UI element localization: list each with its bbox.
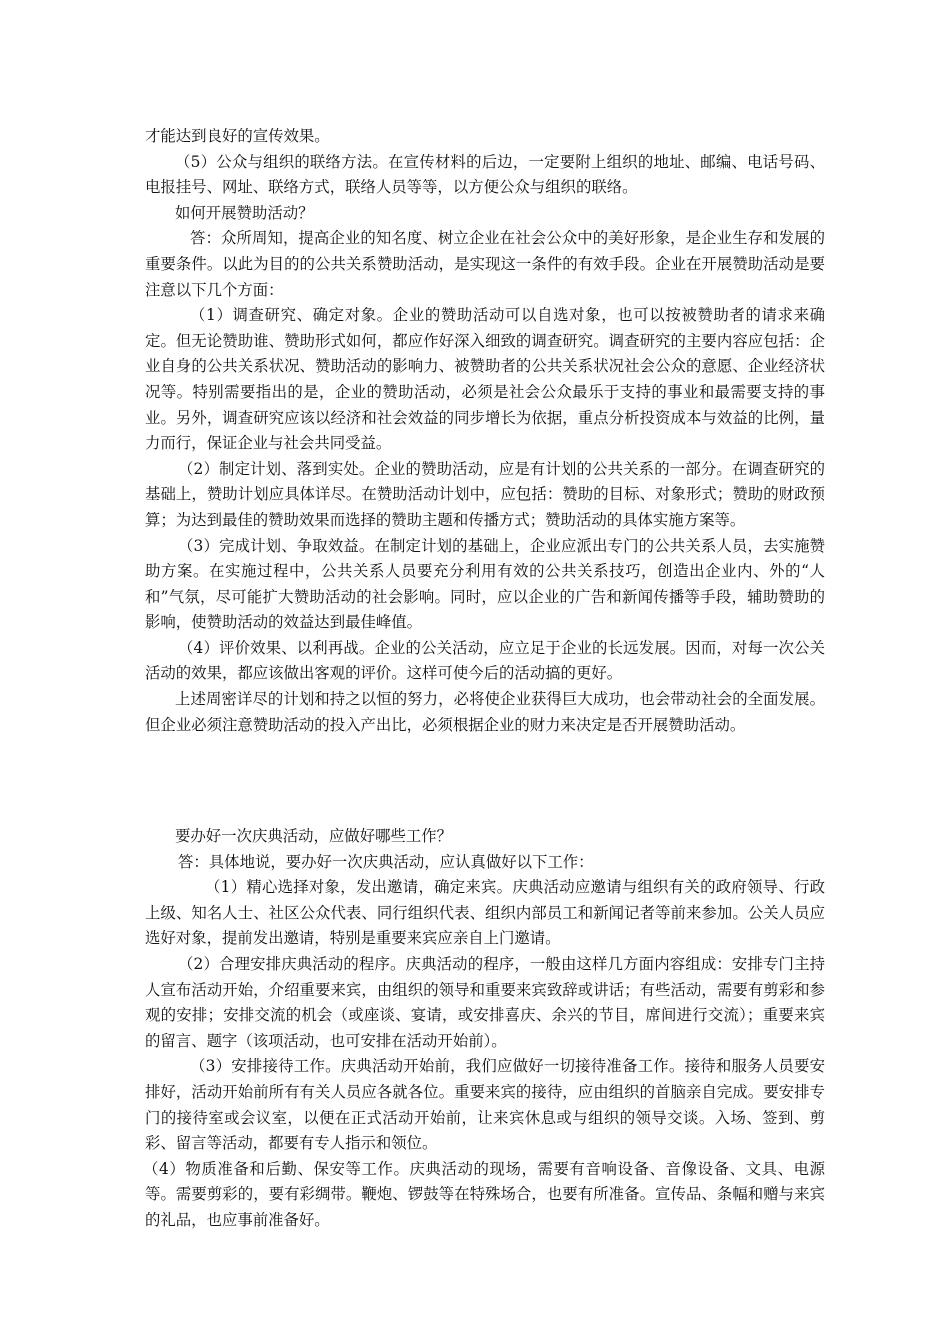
paragraph-continuation: 才能达到良好的宣传效果。	[145, 127, 330, 145]
answer-intro-sponsorship: 答：众所周知，提高企业的知名度、树立企业在社会公众中的美好形象，是企业生存和发展的重要条件。以此为目的的公共关系赞助活动，是实现这一条件的有效手段。企业在开展赞助活动是要注意以下几个方面：	[145, 229, 825, 299]
question-celebration: 要办好一次庆典活动，应做好哪些工作？	[175, 827, 453, 845]
section-sponsorship	[145, 124, 825, 738]
celebration-item-4: （4）物质准备和后勤、保安等工作。庆典活动的现场，需要有音响设备、音像设备、文具、电源等。需要剪彩的，要有彩绸带。鞭炮、锣鼓等在特殊场合，也要有所准备。宣传品、条幅和赠与来宾的礼品，也应事前准备好。	[143, 1159, 825, 1229]
paragraph-contact-method: （5）公众与组织的联络方法。在宣传材料的后边，一定要附上组织的地址、邮编、电话号码、电报挂号、网址、联络方式，联络人员等等，以方便公众与组织的联络。	[145, 152, 825, 197]
question-sponsorship: 如何开展赞助活动？	[175, 203, 314, 222]
sponsorship-item-1: （1）调查研究、确定对象。企业的赞助活动可以自选对象，也可以按被赞助者的请求来确定。但无论赞助谁、赞助形式如何，都应作好深入细致的调查研究。调查研究的主要内容应包括：企业自身的公共关系状况、赞助活动的影响力、被赞助者的公共关系状况社会公众的意愿、企业经济状况等。特别需要指出的是，企业的赞助活动，必须是社会公众最乐于支持的事业和最需要支持的事业。另外，调查研究应该以经济和社会效益的同步增长为依据，重点分析投资成本与效益的比例，量力而行，保证企业与社会共同受益。	[145, 306, 825, 453]
celebration-item-3: （3）安排接待工作。庆典活动开始前，我们应做好一切接待准备工作。接待和服务人员要安排好，活动开始前所有有关人员应各就各位。重要来宾的接待，应由组织的首脑亲自完成。要安排专门的接待室或会议室，以便在正式活动开始前，让来宾休息或与组织的领导交谈。入场、签到、剪彩、留言等活动，都要有专人指示和领位。	[145, 1057, 825, 1153]
section-celebration	[145, 824, 825, 1234]
sponsorship-item-3: （3）完成计划、争取效益。在制定计划的基础上，企业应派出专门的公共关系人员，去实施赞助方案。在实施过程中，公共关系人员要充分利用有效的公共关系技巧，创造出企业内、外的“人和”气氛，尽可能扩大赞助活动的社会影响。同时，应以企业的广告和新闻传播等手段，辅助赞助的影响，使赞助活动的效益达到最佳峰值。	[145, 536, 825, 632]
answer-intro-celebration: 答：具体地说，要办好一次庆典活动，应认真做好以下工作：	[178, 852, 594, 871]
celebration-item-1: （1）精心选择对象，发出邀请，确定来宾。庆典活动应邀请与组织有关的政府领导、行政上级、知名人士、社区公众代表、同行组织代表、组织内部员工和新闻记者等前来参加。公关人员应选好对象，提前发出邀请，特别是重要来宾应亲自上门邀请。	[145, 878, 825, 948]
sponsorship-conclusion: 上述周密详尽的计划和持之以恒的努力，必将使企业获得巨大成功，也会带动社会的全面发展。但企业必须注意赞助活动的投入产出比，必须根据企业的财力来决定是否开展赞助活动。	[145, 690, 825, 734]
celebration-item-2: （2）合理安排庆典活动的程序。庆典活动的程序，一般由这样几方面内容组成：安排专门主持人宣布活动开始，介绍重要来宾，由组织的领导和重要来宾致辞或讲话；有些活动，需要有剪彩和参观的安排；安排交流的机会（或座谈、宴请，或安排喜庆、余兴的节目，席间进行交流）；重要来宾的留言、题字（该项活动，也可安排在活动开始前）。	[145, 954, 825, 1050]
sponsorship-item-2: （2）制定计划、落到实处。企业的赞助活动，应是有计划的公共关系的一部分。在调查研究的基础上，赞助计划应具体详尽。在赞助活动计划中，应包括：赞助的目标、对象形式；赞助的财政预算；为达到最佳的赞助效果而选择的赞助主题和传播方式；赞助活动的具体实施方案等。	[145, 459, 825, 529]
sponsorship-item-4: （4）评价效果、以利再战。企业的公关活动，应立足于企业的长远发展。因而，对每一次公关活动的效果，都应该做出客观的评价。这样可使今后的活动搞的更好。	[145, 638, 825, 683]
